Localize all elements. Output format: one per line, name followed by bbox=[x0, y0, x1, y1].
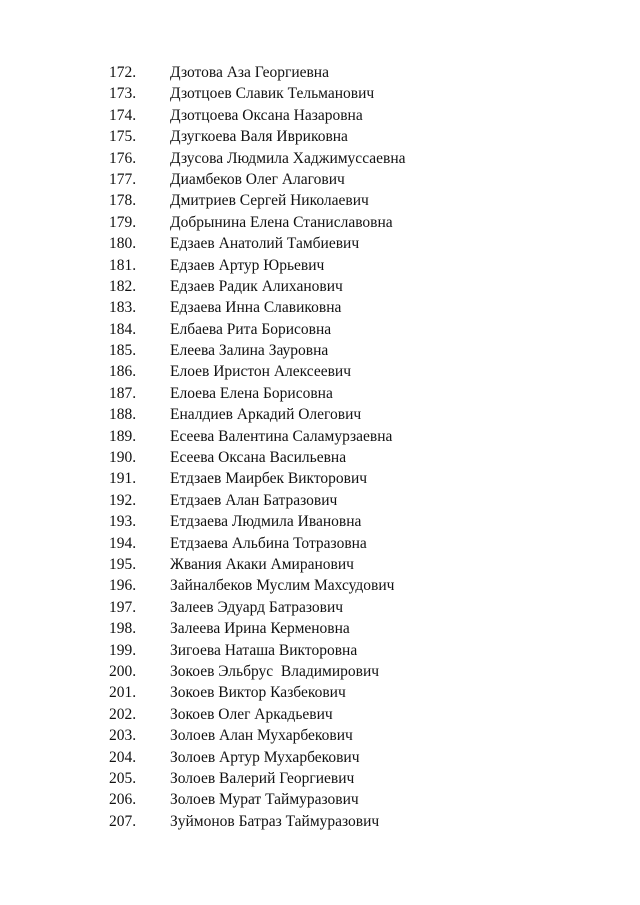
entry-number: 202. bbox=[109, 705, 137, 723]
list-item bbox=[0, 682, 640, 703]
list-item bbox=[0, 404, 640, 425]
list-item bbox=[0, 383, 640, 404]
list-item bbox=[0, 361, 640, 382]
list-item bbox=[0, 447, 640, 468]
entry-number: 180. bbox=[109, 235, 137, 253]
entry-name: Дзотцоева Оксана Назаровна bbox=[170, 106, 363, 124]
entry-number: 185. bbox=[109, 342, 137, 360]
list-item bbox=[0, 62, 640, 83]
list-item bbox=[0, 190, 640, 211]
entry-name: Зуймонов Батраз Таймуразович bbox=[170, 812, 380, 830]
entry-number: 195. bbox=[109, 555, 137, 573]
entry-name: Дзугкоева Валя Ивриковна bbox=[170, 128, 348, 146]
entry-number: 196. bbox=[109, 577, 137, 595]
entry-number: 182. bbox=[109, 277, 137, 295]
list-item bbox=[0, 811, 640, 832]
entry-number: 181. bbox=[109, 256, 137, 274]
entry-number: 172. bbox=[109, 64, 137, 81]
entry-name: Дзотцоев Славик Тельманович bbox=[170, 85, 375, 103]
list-item bbox=[0, 704, 640, 725]
entry-name: Зайналбеков Муслим Махсудович bbox=[170, 577, 395, 595]
entry-name: Зокоев Олег Аркадьевич bbox=[170, 705, 333, 723]
entry-number: 205. bbox=[109, 769, 137, 787]
entry-name: Етдзаев Алан Батразович bbox=[170, 491, 338, 509]
entry-number: 197. bbox=[109, 598, 137, 616]
entry-name: Елоева Елена Борисовна bbox=[170, 384, 333, 402]
entry-number: 199. bbox=[109, 641, 137, 659]
entry-number: 188. bbox=[109, 406, 137, 424]
list-item bbox=[0, 575, 640, 596]
entry-name: Зокоев Эльбрус Владимирович bbox=[170, 662, 380, 680]
entry-number: 178. bbox=[109, 192, 137, 210]
entry-name: Золоев Артур Мухарбекович bbox=[170, 748, 360, 766]
entry-name: Едзаева Инна Славиковна bbox=[170, 299, 342, 317]
entry-number: 175. bbox=[109, 128, 137, 146]
list-item bbox=[0, 747, 640, 768]
list-item bbox=[0, 276, 640, 297]
list-item bbox=[0, 169, 640, 190]
entry-number: 179. bbox=[109, 213, 137, 231]
entry-name: Дмитриев Сергей Николаевич bbox=[170, 192, 369, 210]
entry-name: Добрынина Елена Станиславовна bbox=[170, 213, 393, 231]
list-item bbox=[0, 511, 640, 532]
entry-number: 206. bbox=[109, 791, 137, 809]
entry-name: Золоев Мурат Таймуразович bbox=[170, 791, 359, 809]
list-item bbox=[0, 105, 640, 126]
entry-number: 176. bbox=[109, 149, 137, 167]
entry-number: 193. bbox=[109, 513, 137, 531]
entry-name: Етдзаева Альбина Тотразовна bbox=[170, 534, 367, 552]
list-item bbox=[0, 212, 640, 233]
entry-number: 186. bbox=[109, 363, 137, 381]
list-item bbox=[0, 618, 640, 639]
entry-name: Етдзаев Маирбек Викторович bbox=[170, 470, 368, 488]
name-list bbox=[0, 62, 640, 832]
entry-name: Есеева Валентина Саламурзаевна bbox=[170, 427, 393, 445]
entry-number: 177. bbox=[109, 170, 137, 188]
entry-number: 187. bbox=[109, 384, 137, 402]
list-item bbox=[0, 533, 640, 554]
list-item bbox=[0, 768, 640, 789]
entry-name: Диамбеков Олег Алагович bbox=[170, 170, 345, 188]
entry-number: 189. bbox=[109, 427, 137, 445]
entry-name: Зокоев Виктор Казбекович bbox=[170, 684, 346, 702]
list-item bbox=[0, 255, 640, 276]
entry-name: Елеева Залина Зауровна bbox=[170, 342, 329, 360]
entry-number: 200. bbox=[109, 662, 137, 680]
list-item bbox=[0, 789, 640, 810]
list-item bbox=[0, 126, 640, 147]
entry-number: 201. bbox=[109, 684, 137, 702]
entry-name: Залеева Ирина Керменовна bbox=[170, 620, 350, 638]
entry-number: 203. bbox=[109, 727, 137, 745]
entry-number: 183. bbox=[109, 299, 137, 317]
entry-number: 190. bbox=[109, 449, 137, 467]
list-item bbox=[0, 340, 640, 361]
list-item bbox=[0, 597, 640, 618]
entry-name: Етдзаева Людмила Ивановна bbox=[170, 513, 362, 531]
entry-name: Золоев Алан Мухарбекович bbox=[170, 727, 353, 745]
entry-name: Елоев Иристон Алексеевич bbox=[170, 363, 352, 381]
entry-number: 198. bbox=[109, 620, 137, 638]
entry-number: 204. bbox=[109, 748, 137, 766]
entry-number: 207. bbox=[109, 812, 137, 830]
list-item bbox=[0, 83, 640, 104]
entry-name: Едзаев Анатолий Тамбиевич bbox=[170, 235, 360, 253]
list-item bbox=[0, 297, 640, 318]
entry-number: 191. bbox=[109, 470, 137, 488]
list-item bbox=[0, 148, 640, 169]
list-item bbox=[0, 661, 640, 682]
entry-name: Золоев Валерий Георгиевич bbox=[170, 769, 355, 787]
entry-name: Есеева Оксана Васильевна bbox=[170, 449, 347, 467]
entry-name: Едзаев Радик Алиханович bbox=[170, 277, 343, 295]
list-item bbox=[0, 319, 640, 340]
list-item bbox=[0, 725, 640, 746]
entry-number: 192. bbox=[109, 491, 137, 509]
list-item bbox=[0, 468, 640, 489]
entry-name: Еналдиев Аркадий Олегович bbox=[170, 406, 362, 424]
entry-name: Едзаев Артур Юрьевич bbox=[170, 256, 325, 274]
entry-name: Зигоева Наташа Викторовна bbox=[170, 641, 358, 659]
list-item bbox=[0, 233, 640, 254]
entry-number: 194. bbox=[109, 534, 137, 552]
entry-name: Залеев Эдуард Батразович bbox=[170, 598, 344, 616]
list-item bbox=[0, 490, 640, 511]
entry-name: Жвания Акаки Амиранович bbox=[170, 555, 354, 573]
entry-number: 173. bbox=[109, 85, 137, 103]
list-item bbox=[0, 640, 640, 661]
entry-name: Елбаева Рита Борисовна bbox=[170, 320, 332, 338]
list-item bbox=[0, 426, 640, 447]
entry-number: 184. bbox=[109, 320, 137, 338]
entry-name: Дзотова Аза Георгиевна bbox=[170, 64, 329, 81]
entry-name: Дзусова Людмила Хаджимуссаевна bbox=[170, 149, 406, 167]
entry-number: 174. bbox=[109, 106, 137, 124]
list-item bbox=[0, 554, 640, 575]
